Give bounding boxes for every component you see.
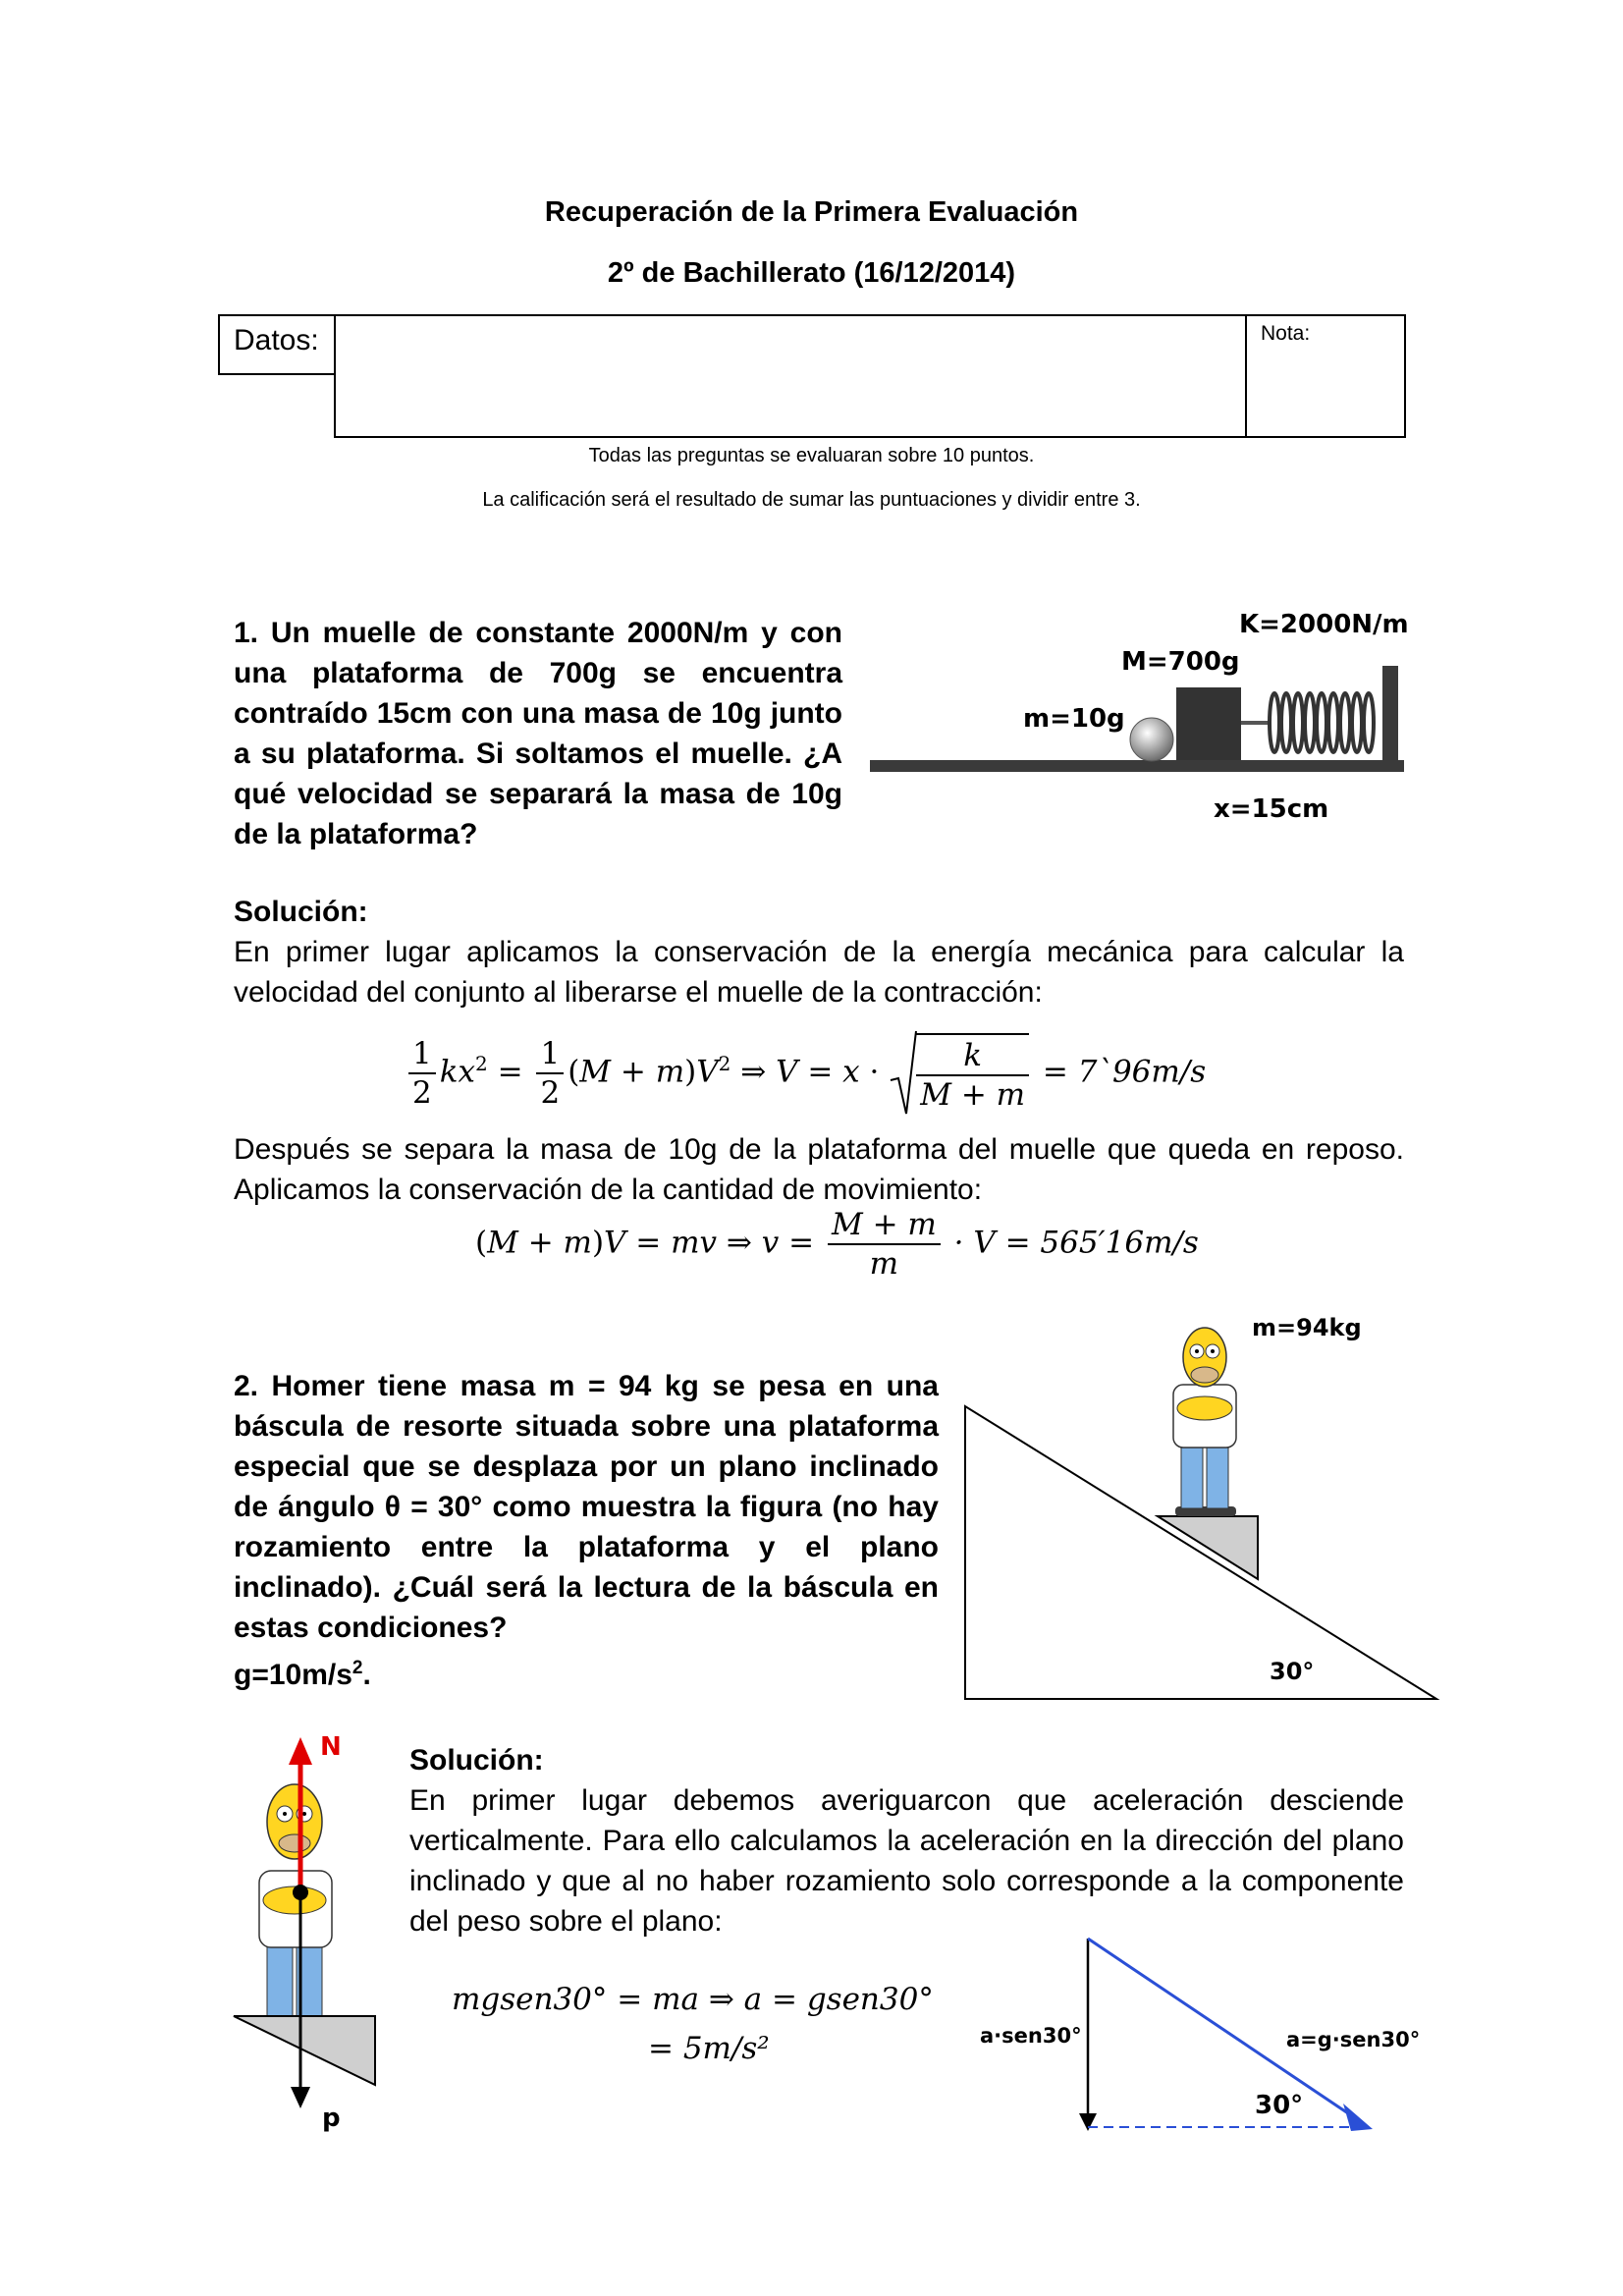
instructions-line-2: La calificación será el resultado de sumar las puntuaciones y dividir entre 3. xyxy=(482,489,1141,511)
incline-acceleration-arrow xyxy=(1088,1939,1351,2115)
floor-bar xyxy=(870,760,1404,772)
q1-solution-para-1: En primer lugar aplicamos la conservación de la energía mecánica para calcular la velocidad del conjunto al liberarse el muelle de la contracción: xyxy=(234,936,1404,1009)
homer-mass-label: m=94kg xyxy=(1252,1314,1362,1341)
q1-solution-heading: Solución: xyxy=(234,896,368,928)
wall xyxy=(1382,666,1398,772)
q2-solution-heading: Solución: xyxy=(409,1744,544,1777)
q2-equation-line-2: = 5m/s² xyxy=(648,2031,770,2066)
ball-mass-label: m=10g xyxy=(1023,704,1125,734)
normal-force-arrowhead xyxy=(289,1737,312,1765)
page-title: Recuperación de la Primera Evaluación xyxy=(544,196,1079,228)
q2-equation-line-1: mgsen30° = ma ⇒ a = gsen30° xyxy=(452,1982,934,2017)
q1-equation-momentum: (M + m)V = mv ⇒ v = $\frac{M + m}{m}$ · V = 565′16m/s xyxy=(475,1207,1199,1282)
datos-field[interactable] xyxy=(334,314,1247,438)
spring-coils xyxy=(1270,693,1374,752)
weight-arrowhead xyxy=(291,2087,310,2108)
vertical-component-arrowhead xyxy=(1079,2113,1097,2131)
force-diagram xyxy=(226,1723,393,2136)
nota-field[interactable] xyxy=(1245,314,1406,438)
question-2-text: 2. Homer tiene masa m = 94 kg se pesa en una báscula de resorte situada sobre una plataforma especial que se desplaza por un plano inclinado de ángulo θ = 30° como muestra la figura (no hay rozamiento entre la plataforma y el plano inclinado). ¿Cuál será la lectura de la báscula en estas condiciones? xyxy=(234,1370,939,1644)
weight-label: p xyxy=(322,2104,341,2133)
normal-force-label: N xyxy=(320,1732,342,1762)
homer-figure-force xyxy=(259,1784,332,2018)
q1-separation-result: · V = 565′16m/s xyxy=(953,1225,1199,1261)
spring-rod xyxy=(1241,721,1269,725)
q1-equation-energy: $\frac{1}{2}$ $kx^2$ = $\frac{1}{2}$ $(M + m)V^2$ ⇒ V = x · $\frac{k}{M + m}$ = 7`96m/s xyxy=(405,1029,1206,1118)
gravity-exponent: 2 xyxy=(352,1658,363,1678)
q2-solution-para-1: En primer lugar debemos averiguarcon que aceleración desciende verticalmente. Para ello calculamos la aceleración en la dirección del plano inclinado y que al no haber rozamiento solo corresponde a la componente del peso sobre el plano: xyxy=(409,1784,1404,1938)
q1-velocity-result: = 7`96m/s xyxy=(1042,1054,1207,1090)
question-1-statement: 1. Un muelle de constante 2000N/m y con una plataforma de 700g se encuentra contraído 15cm con una masa de 10g junto a su plataforma. Si soltamos el muelle. ¿A qué velocidad se separará la masa de 10g de la plataforma? xyxy=(234,617,842,850)
spring-constant-label: K=2000N/m xyxy=(1239,610,1409,639)
vertical-component-label: a·sen30° xyxy=(980,2024,1082,2048)
incline-angle-label: 30° xyxy=(1270,1658,1315,1685)
datos-label: Datos: xyxy=(234,324,319,356)
question-2-statement: 2. Homer tiene masa m = 94 kg se pesa en una báscula de resorte situada sobre una plataforma especial que se desplaza por un plano inclinado de ángulo θ = 30° como muestra la figura (no hay rozamiento entre la plataforma y el plano inclinado). ¿Cuál será la lectura de la báscula en estas condiciones? $g=10m/s^2$. xyxy=(234,1370,939,1691)
platform-block xyxy=(1176,687,1241,760)
compression-label: x=15cm xyxy=(1214,794,1329,824)
platform-mass-label: M=700g xyxy=(1121,647,1240,677)
nota-label: Nota: xyxy=(1261,322,1311,345)
homer-figure xyxy=(1173,1328,1236,1516)
incline-acceleration-label: a=g·sen30° xyxy=(1286,2028,1421,2051)
vector-angle-label: 30° xyxy=(1255,2091,1304,2120)
incline-figure xyxy=(957,1306,1448,1709)
spring-figure xyxy=(864,599,1414,835)
force-platform-wedge xyxy=(234,2016,375,2085)
instructions-line-1: Todas las preguntas se evaluaran sobre 10 puntos. xyxy=(588,445,1035,466)
ball-mass xyxy=(1130,718,1173,761)
page-subtitle: 2º de Bachillerato (16/12/2014) xyxy=(607,257,1016,289)
acceleration-vector-figure xyxy=(972,1925,1424,2141)
q1-solution-para-2: Después se separa la masa de 10g de la plataforma del muelle que queda en reposo. Aplicamos la conservación de la cantidad de movimiento: xyxy=(234,1133,1404,1206)
datos-label-box xyxy=(218,314,334,375)
gravity-value: g=10m/s xyxy=(234,1659,352,1691)
